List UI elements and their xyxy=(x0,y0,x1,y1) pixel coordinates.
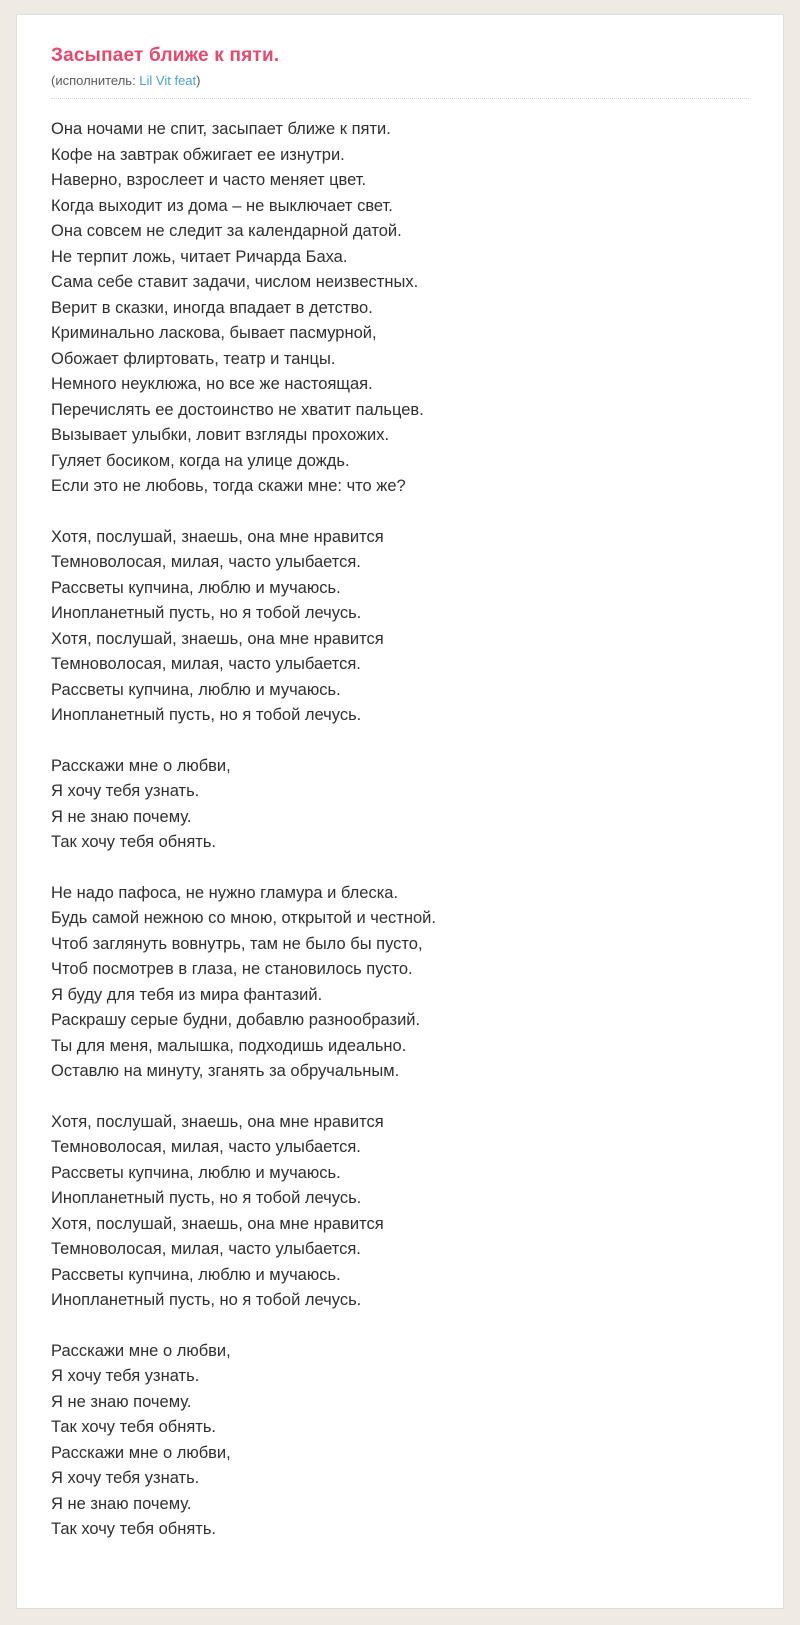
lyrics-line: Темноволосая, милая, часто улыбается. xyxy=(51,553,361,571)
lyrics-line: Расскажи мне о любви, xyxy=(51,756,231,775)
lyrics-line: Я не знаю почему. xyxy=(51,807,192,826)
performer-link[interactable]: Lil Vit feat xyxy=(139,73,197,88)
lyrics-line: Хотя, послушай, знаешь, она мне нравится xyxy=(51,629,384,648)
lyrics-line: Чтоб посмотрев в глаза, не становилось пусто. xyxy=(51,960,413,978)
lyrics-line: Я не знаю почему. xyxy=(51,1494,192,1513)
lyrics-line: Так хочу тебя обнять. xyxy=(51,1520,217,1538)
lyrics-line: Раскрашу серые будни, добавлю разнообразий. xyxy=(51,1011,421,1029)
lyrics-line: Инопланетный пусть, но я тобой лечусь. xyxy=(51,1291,362,1309)
lyrics-line: Не надо пафоса, не нужно гламура и блеска. xyxy=(51,883,399,902)
lyrics-stanza xyxy=(51,525,749,729)
lyrics-stanza xyxy=(51,1339,749,1543)
lyrics-line: Темноволосая, милая, часто улыбается. xyxy=(51,1240,361,1258)
lyrics-body xyxy=(51,117,749,1543)
lyrics-line: Чтоб заглянуть вовнутрь, там не было бы пусто, xyxy=(51,934,423,953)
lyrics-line: Рассветы купчина, люблю и мучаюсь. xyxy=(51,680,341,699)
lyrics-line: Криминально ласкова, бывает пасмурной, xyxy=(51,324,377,342)
lyrics-line: Я хочу тебя узнать. xyxy=(51,1367,200,1385)
song-title: Засыпает ближе к пяти. xyxy=(51,45,280,66)
lyrics-stanza xyxy=(51,1110,749,1314)
lyrics-stanza xyxy=(51,117,749,500)
lyrics-line: Я хочу тебя узнать. xyxy=(51,1469,200,1487)
lyrics-line: Инопланетный пусть, но я тобой лечусь. xyxy=(51,1189,362,1207)
lyrics-line: Не терпит ложь, читает Ричарда Баха. xyxy=(51,247,348,266)
lyrics-line: Хотя, послушай, знаешь, она мне нравится xyxy=(51,527,384,546)
lyrics-line: Темноволосая, милая, часто улыбается. xyxy=(51,655,361,673)
lyrics-line: Темноволосая, милая, часто улыбается. xyxy=(51,1138,361,1156)
lyrics-line: Сама себе ставит задачи, числом неизвестных. xyxy=(51,273,419,291)
lyrics-line: Будь самой нежною со мною, открытой и честной. xyxy=(51,909,436,927)
lyrics-line: Рассветы купчина, люблю и мучаюсь. xyxy=(51,578,341,597)
performer-label-close: ) xyxy=(196,73,201,88)
lyrics-line: Кофе на завтрак обжигает ее изнутри. xyxy=(51,145,345,164)
lyrics-line: Инопланетный пусть, но я тобой лечусь. xyxy=(51,706,362,724)
lyrics-line: Расскажи мне о любви, xyxy=(51,1341,231,1360)
lyrics-line: Вызывает улыбки, ловит взгляды прохожих. xyxy=(51,426,390,444)
lyrics-line: Расскажи мне о любви, xyxy=(51,1443,231,1462)
lyrics-line: Хотя, послушай, знаешь, она мне нравится xyxy=(51,1214,384,1233)
lyrics-line: Я не знаю почему. xyxy=(51,1392,192,1411)
lyrics-line: Наверно, взрослеет и часто меняет цвет. xyxy=(51,171,367,189)
performer-label-open: (исполнитель: xyxy=(51,73,140,88)
lyrics-line: Хотя, послушай, знаешь, она мне нравится xyxy=(51,1112,384,1131)
lyrics-line: Немного неуклюжа, но все же настоящая. xyxy=(51,375,373,393)
lyrics-line: Так хочу тебя обнять. xyxy=(51,1418,217,1436)
lyrics-stanza xyxy=(51,754,749,856)
lyrics-sheet xyxy=(16,14,784,1609)
lyrics-line: Если это не любовь, тогда скажи мне: что же? xyxy=(51,477,406,495)
lyrics-line: Инопланетный пусть, но я тобой лечусь. xyxy=(51,604,362,622)
lyrics-line: Верит в сказки, иногда впадает в детство. xyxy=(51,298,373,317)
lyrics-line: Гуляет босиком, когда на улице дождь. xyxy=(51,451,350,470)
lyrics-line: Рассветы купчина, люблю и мучаюсь. xyxy=(51,1163,341,1182)
lyrics-line: Так хочу тебя обнять. xyxy=(51,833,217,851)
performer-line xyxy=(51,73,749,99)
lyrics-line: Она ночами не спит, засыпает ближе к пяти. xyxy=(51,120,391,138)
lyrics-line: Рассветы купчина, люблю и мучаюсь. xyxy=(51,1265,341,1284)
lyrics-line: Обожает флиртовать, театр и танцы. xyxy=(51,349,336,368)
lyrics-line: Когда выходит из дома – не выключает свет. xyxy=(51,196,393,215)
lyrics-line: Я буду для тебя из мира фантазий. xyxy=(51,985,323,1004)
lyrics-line: Перечислять ее достоинство не хватит пальцев. xyxy=(51,400,424,419)
lyrics-line: Я хочу тебя узнать. xyxy=(51,782,200,800)
lyrics-stanza xyxy=(51,881,749,1085)
lyrics-line: Она совсем не следит за календарной датой. xyxy=(51,222,402,240)
lyrics-line: Оставлю на минуту, зганять за обручальным. xyxy=(51,1062,400,1080)
lyrics-line: Ты для меня, малышка, подходишь идеально. xyxy=(51,1036,407,1055)
